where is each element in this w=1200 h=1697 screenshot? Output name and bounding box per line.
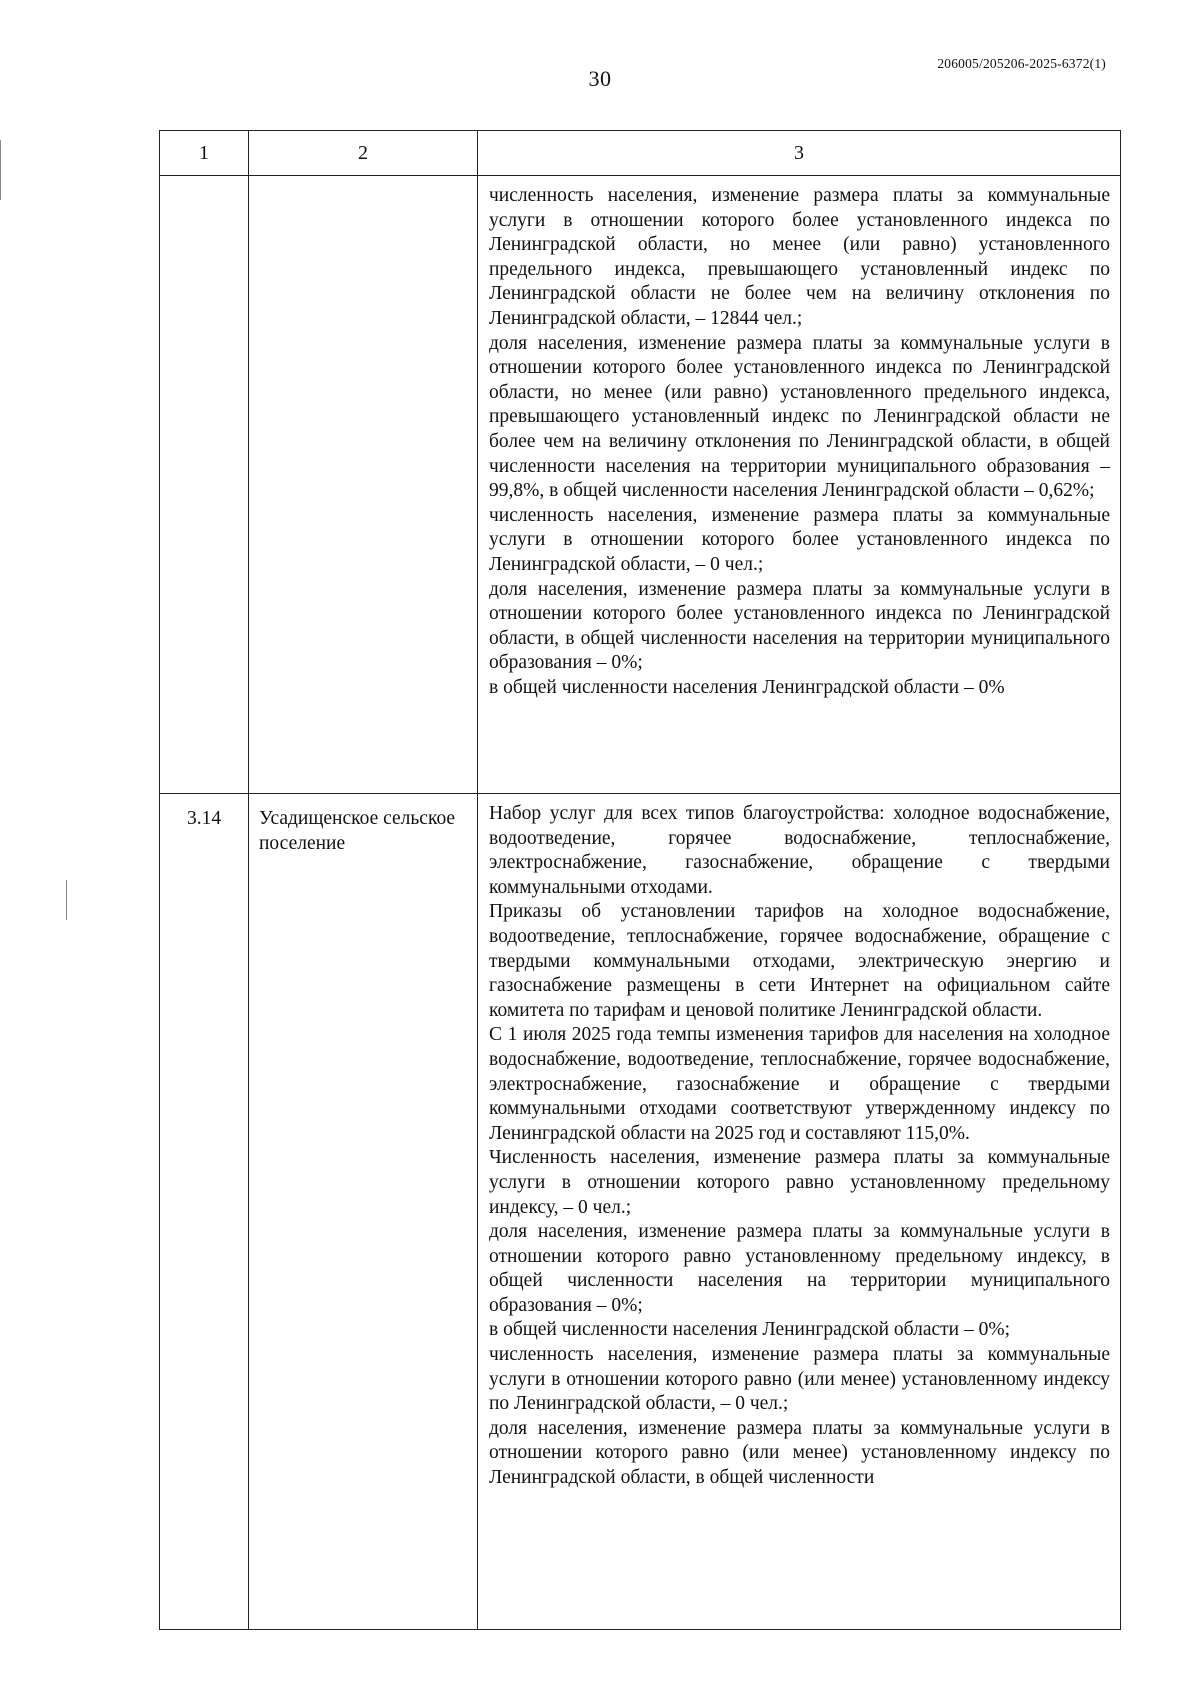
page-number: 30	[588, 66, 612, 91]
row-number	[160, 176, 249, 794]
description-paragraph: численность населения, изменение размера платы за коммунальные услуги в отношении которого равно (или менее) установленному индексу по Ленинградской области, – 0 чел.;	[489, 1344, 1110, 1415]
document-id: 206005/205206-2025-6372(1)	[937, 56, 1106, 71]
settlement-name	[249, 176, 478, 794]
settlement-name: Усадищенское сельское поселение	[249, 794, 478, 1630]
row-description	[478, 794, 1121, 1630]
description-paragraph: Набор услуг для всех типов благоустройства: холодное водоснабжение, водоотведение, горячее водоснабжение, теплоснабжение, электроснабжение, газоснабжение, обращение с твердыми коммунальными отходами.	[489, 803, 1110, 898]
description-paragraph: доля населения, изменение размера платы за коммунальные услуги в отношении которого более установленного индекса по Ленинградской области, но менее (или равно) установленного предельного индекса, превышающего установленный индекс по Ленинградской области не более чем на величину отклонения по Ленинградской области, в общей численности населения на территории муниципального образования – 99,8%, в общей численности населения Ленинградской области – 0,62%;	[489, 332, 1110, 502]
description-paragraph: С 1 июля 2025 года темпы изменения тарифов для населения на холодное водоснабжение, водоотведение, теплоснабжение, горячее водоснабжение, электроснабжение, газоснабжение и обращение с твердыми коммунальными отходами соответствуют утвержденному индексу по Ленинградской области на 2025 год и составляют 115,0%.	[489, 1024, 1110, 1144]
scan-margin-mark	[66, 880, 67, 920]
description-paragraph: в общей численности населения Ленинградской области – 0%	[489, 676, 1005, 698]
description-paragraph: численность населения, изменение размера платы за коммунальные услуги в отношении которого более установленного индекса по Ленинградской области, но менее (или равно) установленного предельного индекса, превышающего установленный индекс по Ленинградской области не более чем на величину отклонения по Ленинградской области, – 12844 чел.;	[489, 185, 1110, 329]
table-header-row	[160, 131, 1121, 176]
description-paragraph: доля населения, изменение размера платы за коммунальные услуги в отношении которого более установленного индекса по Ленинградской области, в общей численности населения на территории муниципального образования – 0%;	[489, 578, 1110, 674]
row-description	[478, 176, 1121, 794]
description-paragraph: доля населения, изменение размера платы за коммунальные услуги в отношении которого равно установленному предельному индексу, в общей численности населения на территории муниципального образования – 0%;	[489, 1221, 1110, 1316]
table-row	[160, 794, 1121, 1630]
description-paragraph: Приказы об установлении тарифов на холодное водоснабжение, водоотведение, теплоснабжение, горячее водоснабжение, обращение с твердыми коммунальными отходами, электрическую энергию и газоснабжение размещены в сети Интернет на официальном сайте комитета по тарифам и ценовой политике Ленинградской области.	[489, 901, 1110, 1021]
description-paragraph: численность населения, изменение размера платы за коммунальные услуги в отношении которого более установленного индекса по Ленинградской области, – 0 чел.;	[489, 504, 1110, 575]
data-table	[159, 130, 1121, 1630]
scan-margin-mark	[0, 140, 1, 200]
column-header-3: 3	[478, 131, 1121, 176]
description-paragraph: в общей численности населения Ленинградской области – 0%;	[489, 1319, 1011, 1341]
table-row	[160, 176, 1121, 794]
column-header-2: 2	[249, 131, 478, 176]
row-number: 3.14	[160, 794, 249, 1630]
description-paragraph: Численность населения, изменение размера платы за коммунальные услуги в отношении которого равно установленному предельному индексу, – 0 чел.;	[489, 1147, 1110, 1218]
column-header-1: 1	[160, 131, 249, 176]
description-paragraph: доля населения, изменение размера платы за коммунальные услуги в отношении которого равно (или менее) установленному индексу по Ленинградской области, в общей численности	[489, 1417, 1110, 1489]
